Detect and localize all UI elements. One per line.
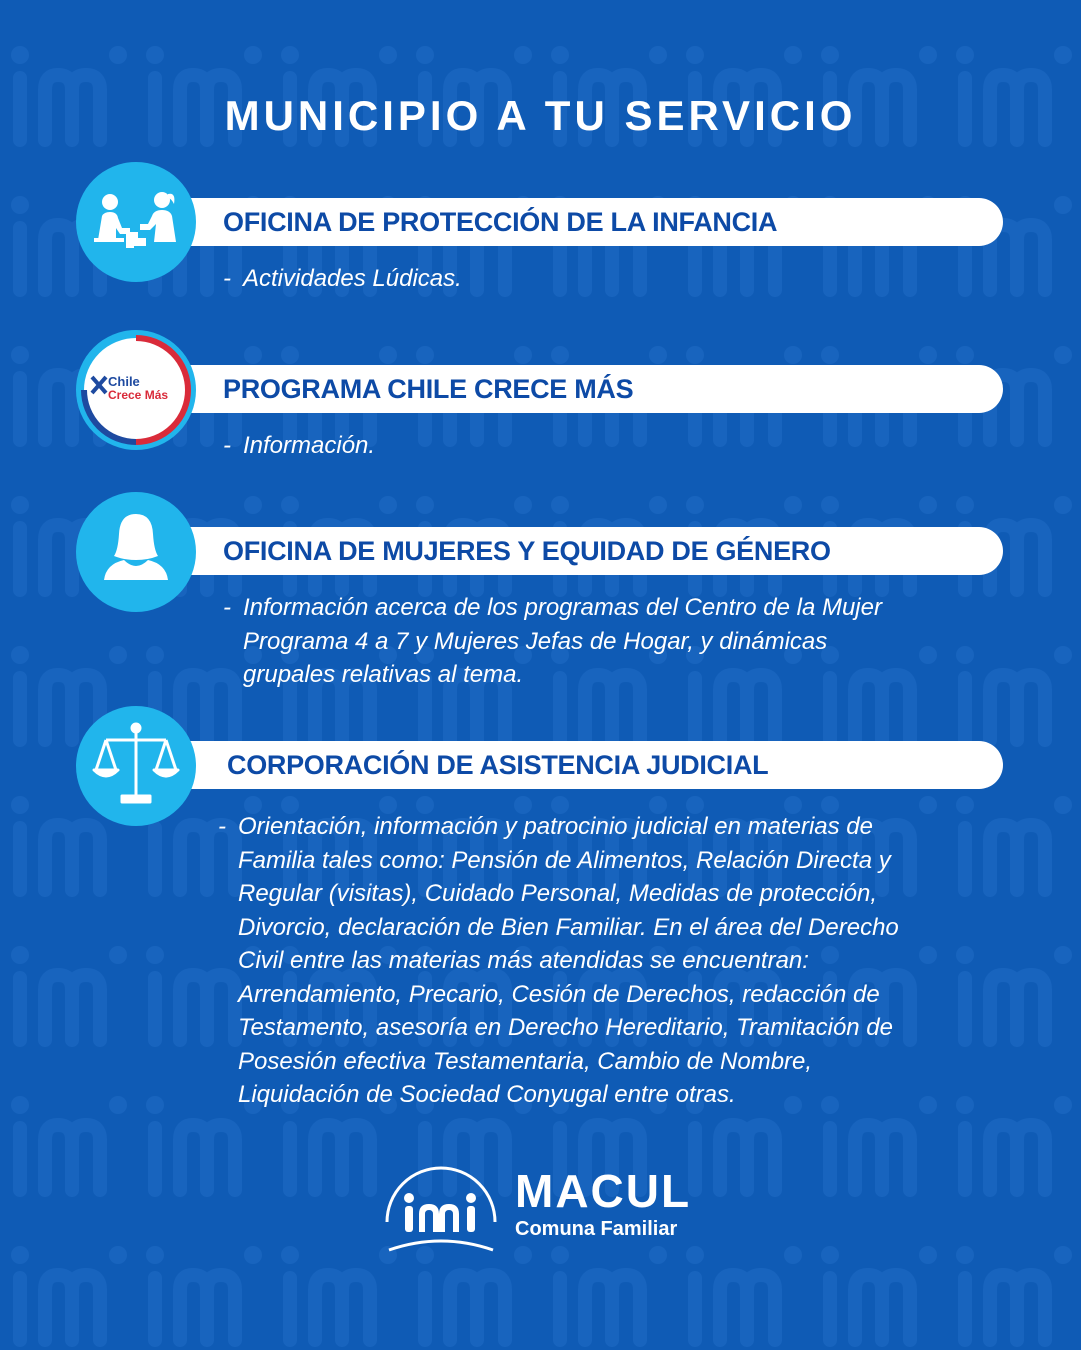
section-description — [223, 262, 462, 296]
section-heading-bar — [150, 365, 1003, 413]
chile-crece-mas-logo — [76, 330, 196, 450]
logo-text-bottom: Crece Más — [108, 388, 169, 402]
bullet-dash: - — [218, 813, 226, 840]
section-heading: OFICINA DE PROTECCIÓN DE LA INFANCIA — [223, 207, 778, 237]
section-heading-bar — [150, 741, 1003, 789]
section-description — [223, 591, 882, 692]
description-text: Actividades Lúdicas. — [243, 265, 462, 292]
page-title: MUNICIPIO A TU SERVICIO — [224, 92, 857, 139]
children-playing-icon — [76, 162, 196, 282]
section-heading: CORPORACIÓN DE ASISTENCIA JUDICIAL — [227, 750, 769, 780]
description-text: Información. — [243, 432, 376, 459]
scales-of-justice-icon — [76, 706, 196, 826]
section-heading-bar — [150, 198, 1003, 246]
section-heading: OFICINA DE MUJERES Y EQUIDAD DE GÉNERO — [223, 536, 831, 566]
description-text: Orientación, información y patrocinio judicial en materias de Familia tales como: Pensión de Alimentos, Relación Directa y Regular (visitas), Cuidado Personal, Medidas de protección, Divorcio, declaración de Bien Familiar. En el área del Derecho Civil entre las materias más atendidas se encuentran: Arrendamiento, Precario, Cesión de Derechos, redacción de Testamento, asesoría en Derecho Hereditario, Tramitación de Posesión efectiva Testamentaria, Cambio de Nombre, Liquidación de Sociedad Conyugal entre otras. — [238, 813, 899, 1108]
bullet-dash: - — [223, 265, 231, 292]
logo-text-top: Chile — [108, 374, 140, 389]
brand-block — [515, 1165, 692, 1242]
bullet-dash: - — [223, 432, 231, 459]
brand-name: MACUL — [515, 1165, 692, 1217]
section-heading: PROGRAMA CHILE CRECE MÁS — [223, 374, 634, 404]
woman-icon — [76, 492, 196, 612]
macul-logo-icon — [381, 1160, 501, 1255]
section-description — [218, 810, 899, 1112]
section-description — [223, 429, 376, 463]
description-text: Información acerca de los programas del Centro de la Mujer Programa 4 a 7 y Mujeres Jefas de Hogar, y dinámicas grupales relativas al tema. — [243, 594, 882, 688]
section-heading-bar — [150, 527, 1003, 575]
brand-tagline: Comuna Familiar — [515, 1218, 678, 1240]
bullet-dash: - — [223, 594, 231, 621]
